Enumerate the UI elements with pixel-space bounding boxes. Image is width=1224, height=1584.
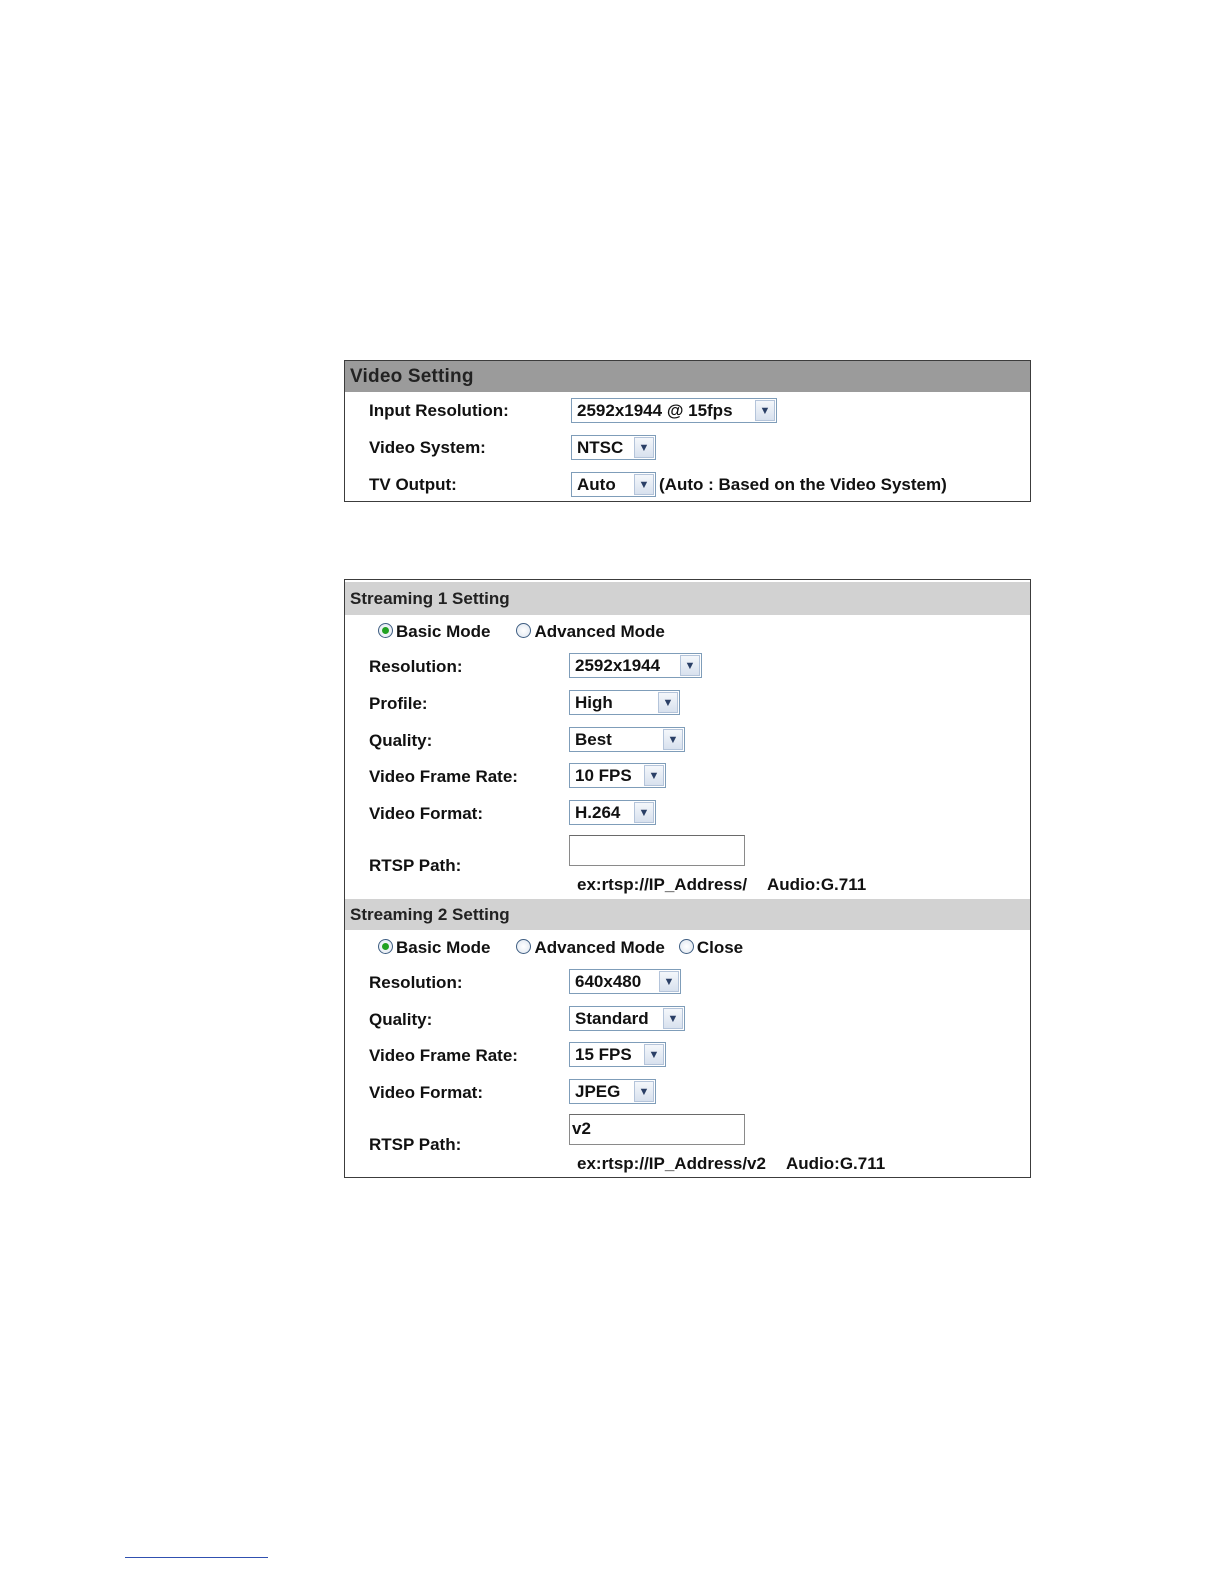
- chevron-down-icon[interactable]: ▼: [634, 474, 654, 495]
- radio-unchecked-icon[interactable]: [679, 939, 694, 954]
- radio-unchecked-icon[interactable]: [516, 939, 531, 954]
- video-system-select[interactable]: [571, 435, 656, 460]
- streaming1-quality-select[interactable]: [569, 727, 685, 752]
- streaming1-resolution-select[interactable]: [569, 653, 702, 678]
- chevron-down-icon[interactable]: ▼: [634, 437, 654, 458]
- streaming2-quality-label: Quality:: [369, 1010, 433, 1029]
- streaming2-rtsp-label: RTSP Path:: [369, 1135, 462, 1154]
- radio-checked-icon[interactable]: [378, 939, 393, 954]
- streaming2-quality-value: Standard: [575, 1008, 649, 1028]
- streaming1-format-select[interactable]: [569, 800, 656, 825]
- video-system-value: NTSC: [577, 437, 624, 457]
- streaming2-frame-rate-select[interactable]: [569, 1042, 666, 1067]
- streaming1-profile-label: Profile:: [369, 694, 428, 713]
- streaming-settings-panel: [344, 579, 1031, 1178]
- streaming2-quality-select[interactable]: [569, 1006, 685, 1031]
- footer-divider: [125, 1557, 268, 1558]
- streaming1-frame-rate-value: 10 FPS: [575, 765, 632, 785]
- streaming1-quality-value: Best: [575, 729, 612, 749]
- chevron-down-icon[interactable]: ▼: [634, 1081, 654, 1102]
- streaming1-rtsp-input[interactable]: [569, 835, 745, 866]
- streaming2-format-label: Video Format:: [369, 1083, 483, 1102]
- streaming1-quality-label: Quality:: [369, 731, 433, 750]
- streaming1-mode-radios: [378, 622, 691, 642]
- streaming2-resolution-select[interactable]: [569, 969, 681, 994]
- streaming1-resolution-value: 2592x1944: [575, 655, 661, 675]
- streaming1-rtsp-hint: ex:rtsp://IP_Address/: [577, 875, 748, 894]
- radio-label: Basic Mode: [396, 622, 491, 641]
- streaming1-frame-rate-select[interactable]: [569, 763, 666, 788]
- input-resolution-value: 2592x1944 @ 15fps: [577, 400, 733, 420]
- video-setting-panel: [344, 360, 1031, 502]
- streaming1-audio-codec: Audio:G.711: [767, 875, 867, 894]
- streaming2-format-select[interactable]: [569, 1079, 656, 1104]
- tv-output-note: (Auto : Based on the Video System): [659, 475, 947, 494]
- streaming1-resolution-label: Resolution:: [369, 657, 463, 676]
- streaming2-rtsp-input[interactable]: v2: [569, 1114, 745, 1145]
- streaming1-basic-mode-radio[interactable]: [378, 622, 490, 642]
- streaming2-audio-codec: Audio:G.711: [786, 1154, 886, 1173]
- streaming1-advanced-mode-radio[interactable]: [516, 622, 664, 642]
- input-resolution-label: Input Resolution:: [369, 401, 509, 420]
- streaming1-format-value: H.264: [575, 802, 621, 822]
- streaming2-frame-rate-label: Video Frame Rate:: [369, 1046, 518, 1065]
- chevron-down-icon[interactable]: ▼: [680, 655, 700, 676]
- streaming2-resolution-label: Resolution:: [369, 973, 463, 992]
- tv-output-value: Auto: [577, 474, 616, 494]
- streaming2-mode-radios: [378, 938, 769, 958]
- chevron-down-icon[interactable]: ▼: [644, 1044, 664, 1065]
- chevron-down-icon[interactable]: ▼: [663, 729, 683, 750]
- chevron-down-icon[interactable]: ▼: [644, 765, 664, 786]
- chevron-down-icon[interactable]: ▼: [658, 692, 678, 713]
- streaming2-close-radio[interactable]: [679, 938, 743, 958]
- streaming2-basic-mode-radio[interactable]: [378, 938, 490, 958]
- chevron-down-icon[interactable]: ▼: [663, 1008, 683, 1029]
- video-setting-title: Video Setting: [345, 361, 1030, 392]
- radio-label: Close: [696, 938, 744, 957]
- radio-unchecked-icon[interactable]: [516, 623, 531, 638]
- streaming2-resolution-value: 640x480: [575, 971, 642, 991]
- streaming2-format-value: JPEG: [575, 1081, 621, 1101]
- streaming2-frame-rate-value: 15 FPS: [575, 1044, 632, 1064]
- radio-label: Basic Mode: [396, 938, 491, 957]
- chevron-down-icon[interactable]: ▼: [659, 971, 679, 992]
- streaming1-format-label: Video Format:: [369, 804, 483, 823]
- streaming1-rtsp-label: RTSP Path:: [369, 856, 462, 875]
- radio-label: Advanced Mode: [534, 938, 665, 957]
- radio-checked-icon[interactable]: [378, 623, 393, 638]
- radio-label: Advanced Mode: [534, 622, 665, 641]
- chevron-down-icon[interactable]: ▼: [755, 400, 775, 421]
- tv-output-select[interactable]: [571, 472, 656, 497]
- chevron-down-icon[interactable]: ▼: [634, 802, 654, 823]
- input-resolution-select[interactable]: [571, 398, 777, 423]
- streaming1-profile-value: High: [575, 692, 613, 712]
- streaming1-profile-select[interactable]: [569, 690, 680, 715]
- streaming1-title: Streaming 1 Setting: [345, 582, 1030, 615]
- tv-output-label: TV Output:: [369, 475, 457, 494]
- video-system-label: Video System:: [369, 438, 486, 457]
- streaming2-title: Streaming 2 Setting: [345, 899, 1030, 930]
- streaming2-rtsp-hint: ex:rtsp://IP_Address/v2: [577, 1154, 766, 1173]
- streaming2-advanced-mode-radio[interactable]: [516, 938, 664, 958]
- streaming1-frame-rate-label: Video Frame Rate:: [369, 767, 518, 786]
